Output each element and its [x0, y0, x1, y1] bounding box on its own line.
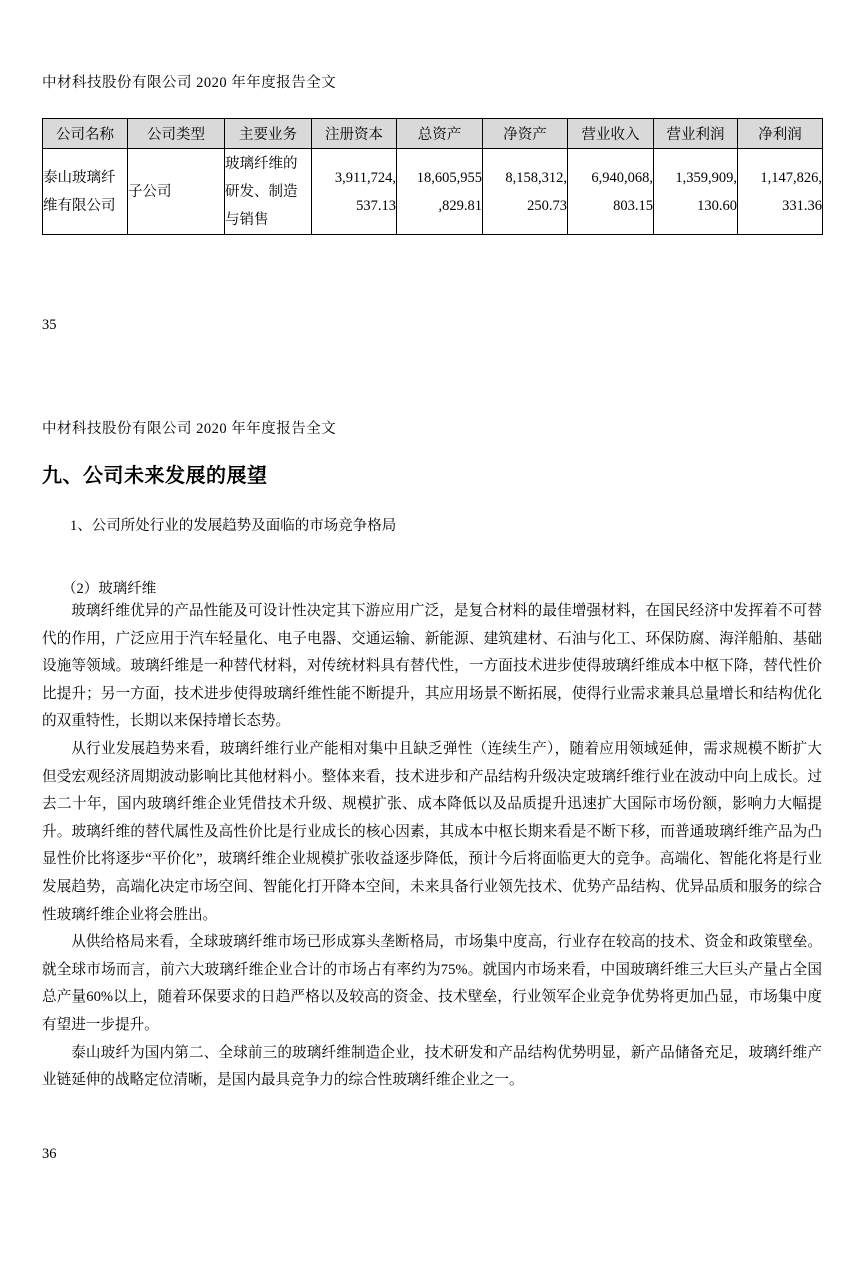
value-line: 8,158,312, — [505, 169, 567, 186]
cell-net-profit — [738, 149, 823, 235]
table-row — [43, 149, 823, 235]
value-line: 803.15 — [613, 197, 653, 214]
body-text — [42, 598, 822, 1095]
value-line: 1,147,826, — [760, 169, 822, 186]
col-header-total-assets: 总资产 — [397, 119, 483, 149]
col-header-company-name: 公司名称 — [43, 119, 128, 149]
cell-main-business: 玻璃纤维的研发、制造与销售 — [225, 149, 312, 235]
value-line: 1,359,909, — [675, 169, 737, 186]
subsection-heading: 1、公司所处行业的发展趋势及面临的市场竞争格局 — [70, 518, 397, 534]
paragraph-industry-trend: 从行业发展趋势来看，玻璃纤维行业产能相对集中且缺乏弹性（连续生产），随着应用领域延伸，需求规模不断扩大但受宏观经济周期波动影响比其他材料小。整体来看，技术进步和产品结构升级决定玻璃纤维行业在波动中向上成长。过去二十年，国内玻璃纤维企业凭借技术升级、规模扩张、成本降低以及品质提升迅速扩大国际市场份额，影响力大幅提升。玻璃纤维的替代属性及高性价比是行业成长的核心因素，其成本中枢长期来看是不断下移，而普通玻璃纤维产品为凸显性价比将逐步“平价化”，玻璃纤维企业规模扩张收益逐步降低，预计今后将面临更大的竞争。高端化、智能化将是行业发展趋势，高端化决定市场空间、智能化打开降本空间，未来具备行业领先技术、优势产品结构、优异品质和服务的综合性玻璃纤维企业将会胜出。 — [42, 740, 822, 923]
col-header-company-type: 公司类型 — [128, 119, 225, 149]
subitem-heading: （2）玻璃纤维 — [62, 581, 157, 597]
report-header-page36: 中材科技股份有限公司 2020 年年度报告全文 — [42, 421, 337, 437]
value-line: 331.36 — [782, 197, 822, 214]
section-title: 九、公司未来发展的展望 — [42, 465, 268, 487]
page-number-35: 35 — [42, 317, 57, 333]
value-line: 3,911,724, — [334, 169, 396, 186]
col-header-net-profit: 净利润 — [738, 119, 823, 149]
paragraph-taishan-position: 泰山玻纤为国内第二、全球前三的玻璃纤维制造企业，技术研发和产品结构优势明显，新产品储备充足，玻璃纤维产业链延伸的战略定位清晰，是国内最具竞争力的综合性玻璃纤维企业之一。 — [42, 1044, 822, 1089]
cell-revenue — [568, 149, 654, 235]
col-header-main-business: 主要业务 — [225, 119, 312, 149]
value-line: 537.13 — [356, 197, 396, 214]
col-header-revenue: 营业收入 — [568, 119, 654, 149]
table-header-row — [43, 119, 823, 149]
col-header-registered-capital: 注册资本 — [312, 119, 397, 149]
cell-net-assets — [483, 149, 568, 235]
page-number-36: 36 — [42, 1146, 57, 1162]
col-header-net-assets: 净资产 — [483, 119, 568, 149]
subsidiary-financials-table — [42, 118, 823, 235]
paragraph-supply-pattern: 从供给格局来看，全球玻璃纤维市场已形成寡头垄断格局，市场集中度高，行业存在较高的技术、资金和政策壁垒。就全球市场而言，前六大玻璃纤维企业合计的市场占有率约为75%。就国内市场来看，中国玻璃纤维三大巨头产量占全国总产量60%以上，随着环保要求的日趋严格以及较高的资金、技术壁垒，行业领军企业竞争优势将更加凸显，市场集中度有望进一步提升。 — [42, 934, 822, 1033]
cell-registered-capital — [312, 149, 397, 235]
cell-company-name: 泰山玻璃纤维有限公司 — [43, 149, 128, 235]
value-line: 130.60 — [697, 197, 737, 214]
paragraph-glass-fiber-overview: 玻璃纤维优异的产品性能及可设计性决定其下游应用广泛，是复合材料的最佳增强材料，在国民经济中发挥着不可替代的作用，广泛应用于汽车轻量化、电子电器、交通运输、新能源、建筑建材、石油与化工、环保防腐、海洋船舶、基础设施等领域。玻璃纤维是一种替代材料，对传统材料具有替代性，一方面技术进步使得玻璃纤维成本中枢下降，替代性价比提升；另一方面，技术进步使得玻璃纤维性能不断提升，其应用场景不断拓展，使得行业需求兼具总量增长和结构优化的双重特性，长期以来保持增长态势。 — [42, 603, 822, 730]
value-line: ,829.81 — [438, 197, 482, 214]
value-line: 6,940,068, — [591, 169, 653, 186]
cell-operating-profit — [654, 149, 738, 235]
report-header-page35: 中材科技股份有限公司 2020 年年度报告全文 — [42, 75, 337, 91]
value-line: 250.73 — [527, 197, 567, 214]
cell-total-assets — [397, 149, 483, 235]
cell-company-type: 子公司 — [128, 149, 225, 235]
value-line: 18,605,955 — [416, 169, 482, 186]
col-header-operating-profit: 营业利润 — [654, 119, 738, 149]
